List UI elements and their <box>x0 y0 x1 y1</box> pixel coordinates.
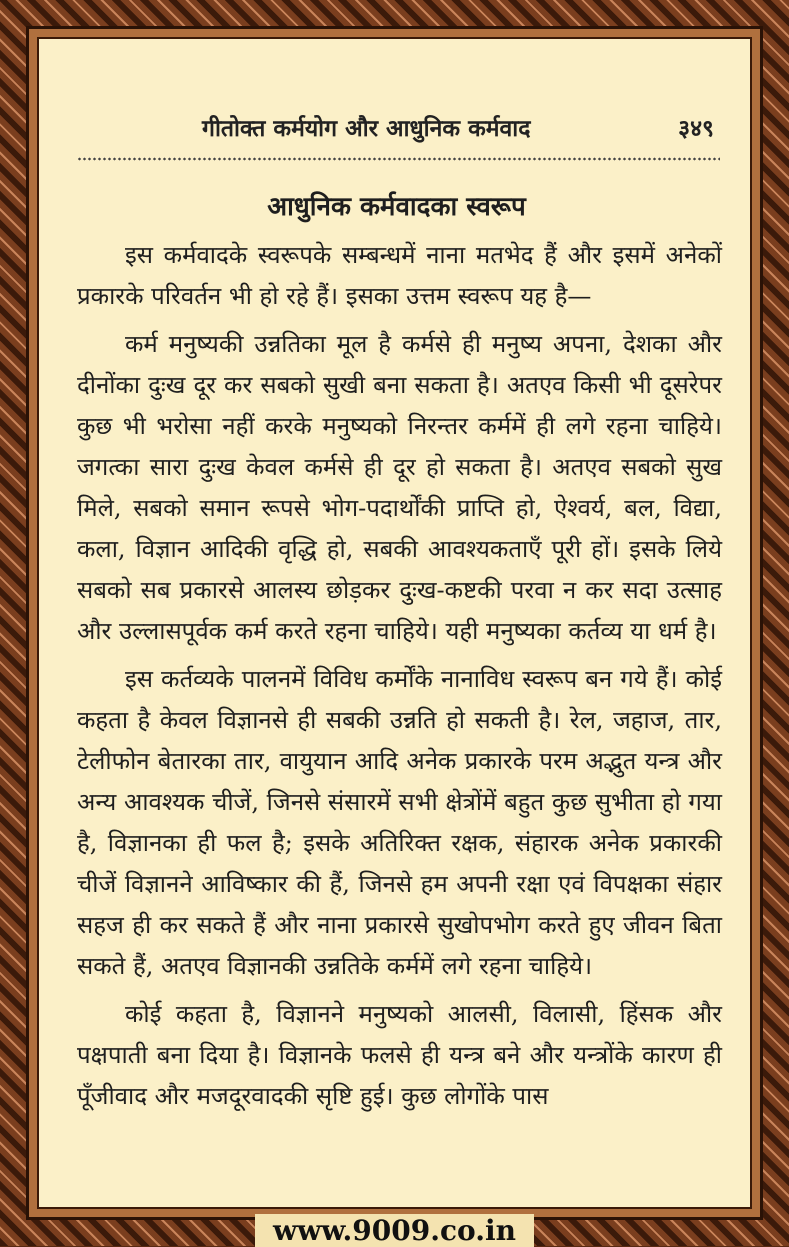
paragraph: कोई कहता है, विज्ञानने मनुष्यको आलसी, विलासी, हिंसक और पक्षपाती बना दिया है। विज्ञानके फलसे ही यन्त्र बने और यन्त्रोंके कारण ही पूँजीवाद और मजदूरवादकी सृष्टि हुई। कुछ लोगोंके पास <box>77 1000 722 1110</box>
footer <box>0 1212 789 1246</box>
paragraph: इस कर्तव्यके पालनमें विविध कर्मोंके नानाविध स्वरूप बन गये हैं। कोई कहता है केवल विज्ञानसे ही सबकी उन्नति हो सकती है। रेल, जहाज, तार, टेलीफोन बेतारका तार, वायुयान आदि अनेक प्रकारके परम अद्भुत यन्त्र और अन्य आवश्यक चीजें, जिनसे संसारमें सभी क्षेत्रोंमें बहुत कुछ सुभीता हो गया है, विज्ञानका ही फल है; इसके अतिरिक्त रक्षक, संहारक अनेक प्रकारकी चीजें विज्ञानने आविष्कार की हैं, जिनसे हम अपनी रक्षा एवं विपक्षका संहार सहज ही कर सकते हैं और नाना प्रकारसे सुखोपभोग करते हुए जीवन बिता सकते हैं, अतएव विज्ञानकी उन्नतिके कर्ममें लगे रहना चाहिये। <box>77 665 722 980</box>
book-page <box>37 37 752 1209</box>
footer-url: www.9009.co.in <box>255 1214 534 1247</box>
running-header <box>39 111 754 151</box>
header-title: गीतोक्त कर्मयोग और आधुनिक कर्मवाद <box>202 115 531 142</box>
dotted-divider <box>77 156 720 162</box>
page-number: ३४९ <box>678 115 714 142</box>
paragraph: इस कर्मवादके स्वरूपके सम्बन्धमें नाना मतभेद हैं और इसमें अनेकों प्रकारके परिवर्तन भी हो रहे हैं। इसका उत्तम स्वरूप यह है— <box>77 241 722 310</box>
paragraph: कर्म मनुष्यकी उन्नतिका मूल है कर्मसे ही मनुष्य अपना, देशका और दीनोंका दुःख दूर कर सबको सुखी बना सकता है। अतएव किसी भी दूसरेपर कुछ भी भरोसा नहीं करके मनुष्यको निरन्तर कर्ममें ही लगे रहना चाहिये। जगत्का सारा दुःख केवल कर्मसे ही दूर हो सकता है। अतएव सबको सुख मिले, सबको समान रूपसे भोग-पदार्थोंकी प्राप्ति हो, ऐश्वर्य, बल, विद्या, कला, विज्ञान आदिकी वृद्धि हो, सबकी आवश्यकताएँ पूरी हों। इसके लिये सबको सब प्रकारसे आलस्य छोड़कर दुःख-कष्टकी परवा न कर सदा उत्साह और उल्लासपूर्वक कर्म करते रहना चाहिये। यही मनुष्यका कर्तव्य या धर्म है। <box>77 330 722 645</box>
section-title: आधुनिक कर्मवादका स्वरूप <box>267 192 526 222</box>
body-text <box>77 235 722 1124</box>
